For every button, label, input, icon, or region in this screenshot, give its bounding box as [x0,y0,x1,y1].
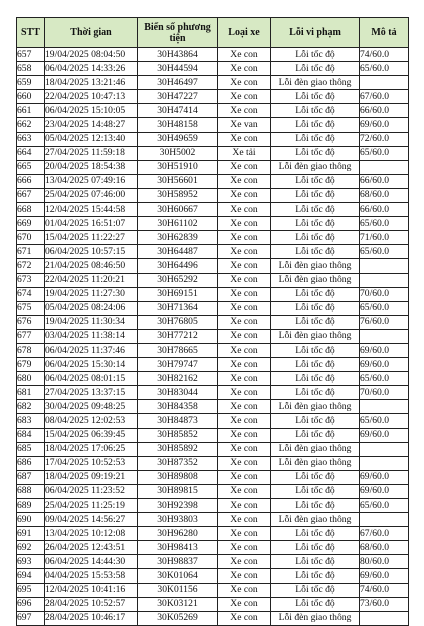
cell-violation: Lỗi tốc độ [271,62,360,76]
table-row [17,273,409,287]
cell-stt: 675 [17,301,45,315]
table-row [17,76,409,90]
cell-stt: 659 [17,76,45,90]
cell-description: 70/60.0 [360,287,409,301]
cell-description: 68/60.0 [360,188,409,202]
cell-plate: 30H96280 [138,527,218,541]
cell-stt: 680 [17,372,45,386]
cell-violation: Lỗi đèn giao thông [271,76,360,90]
cell-plate: 30K01064 [138,569,218,583]
cell-description: 65/60.0 [360,372,409,386]
cell-vehicle-type: Xe con [218,513,271,527]
cell-violation: Lỗi tốc độ [271,315,360,329]
cell-vehicle-type: Xe con [218,386,271,400]
cell-vehicle-type: Xe con [218,442,271,456]
cell-description: 65/60.0 [360,301,409,315]
cell-violation: Lỗi tốc độ [271,527,360,541]
cell-plate: 30H93803 [138,513,218,527]
cell-violation: Lỗi tốc độ [271,188,360,202]
cell-time: 06/04/2025 10:57:15 [45,245,138,259]
cell-violation: Lỗi đèn giao thông [271,160,360,174]
cell-stt: 676 [17,315,45,329]
cell-time: 28/04/2025 10:46:17 [45,611,138,625]
violations-table [16,17,409,626]
table-row [17,456,409,470]
cell-description: 67/60.0 [360,527,409,541]
table-row [17,160,409,174]
cell-time: 09/04/2025 14:56:27 [45,513,138,527]
header-stt: STT [17,18,45,48]
table-row [17,386,409,400]
cell-description: 69/60.0 [360,470,409,484]
table-row [17,611,409,625]
cell-time: 06/04/2025 15:10:05 [45,104,138,118]
cell-stt: 693 [17,555,45,569]
cell-vehicle-type: Xe con [218,273,271,287]
cell-stt: 673 [17,273,45,287]
cell-vehicle-type: Xe con [218,62,271,76]
table-row [17,414,409,428]
cell-violation: Lỗi tốc độ [271,484,360,498]
cell-stt: 679 [17,358,45,372]
table-row [17,62,409,76]
table-row [17,188,409,202]
cell-violation: Lỗi đèn giao thông [271,456,360,470]
cell-stt: 664 [17,146,45,160]
cell-stt: 669 [17,217,45,231]
cell-stt: 686 [17,456,45,470]
cell-violation: Lỗi tốc độ [271,372,360,386]
cell-vehicle-type: Xe tải [218,146,271,160]
cell-time: 01/04/2025 16:51:07 [45,217,138,231]
cell-vehicle-type: Xe con [218,499,271,513]
cell-stt: 682 [17,400,45,414]
table-row [17,329,409,343]
cell-description: 72/60.0 [360,132,409,146]
cell-plate: 30K01156 [138,583,218,597]
cell-violation: Lỗi tốc độ [271,132,360,146]
cell-stt: 663 [17,132,45,146]
cell-time: 04/04/2025 15:53:58 [45,569,138,583]
cell-plate: 30H62839 [138,231,218,245]
cell-plate: 30H47227 [138,90,218,104]
cell-description: 74/60.0 [360,583,409,597]
cell-time: 03/04/2025 11:38:14 [45,329,138,343]
cell-violation: Lỗi đèn giao thông [271,611,360,625]
cell-vehicle-type: Xe con [218,259,271,273]
cell-time: 06/04/2025 11:23:52 [45,484,138,498]
cell-description [360,76,409,90]
cell-stt: 690 [17,513,45,527]
cell-stt: 692 [17,541,45,555]
cell-plate: 30H89808 [138,470,218,484]
cell-vehicle-type: Xe con [218,569,271,583]
cell-vehicle-type: Xe con [218,358,271,372]
table-row [17,555,409,569]
cell-time: 08/04/2025 12:02:53 [45,414,138,428]
cell-description: 69/60.0 [360,569,409,583]
cell-time: 18/04/2025 09:19:21 [45,470,138,484]
cell-vehicle-type: Xe con [218,372,271,386]
table-row [17,259,409,273]
cell-vehicle-type: Xe con [218,414,271,428]
cell-plate: 30H85892 [138,442,218,456]
cell-vehicle-type: Xe con [218,343,271,357]
cell-time: 06/04/2025 15:30:14 [45,358,138,372]
cell-violation: Lỗi tốc độ [271,569,360,583]
cell-plate: 30H87352 [138,456,218,470]
cell-stt: 665 [17,160,45,174]
cell-plate: 30H60667 [138,203,218,217]
cell-plate: 30H69151 [138,287,218,301]
cell-violation: Lỗi tốc độ [271,217,360,231]
cell-plate: 30H56601 [138,174,218,188]
cell-plate: 30H76805 [138,315,218,329]
cell-violation: Lỗi tốc độ [271,104,360,118]
cell-description: 69/60.0 [360,428,409,442]
cell-stt: 697 [17,611,45,625]
cell-plate: 30H61102 [138,217,218,231]
cell-violation: Lỗi tốc độ [271,118,360,132]
cell-description: 68/60.0 [360,541,409,555]
cell-plate: 30H44594 [138,62,218,76]
cell-violation: Lỗi đèn giao thông [271,259,360,273]
table-row [17,499,409,513]
cell-stt: 695 [17,583,45,597]
cell-vehicle-type: Xe con [218,597,271,611]
cell-violation: Lỗi tốc độ [271,583,360,597]
cell-time: 17/04/2025 10:52:53 [45,456,138,470]
cell-time: 19/04/2025 11:30:34 [45,315,138,329]
cell-violation: Lỗi tốc độ [271,428,360,442]
cell-time: 18/04/2025 13:21:46 [45,76,138,90]
cell-time: 21/04/2025 08:46:50 [45,259,138,273]
cell-description: 66/60.0 [360,104,409,118]
cell-time: 22/04/2025 11:20:21 [45,273,138,287]
cell-vehicle-type: Xe con [218,315,271,329]
cell-description: 69/60.0 [360,358,409,372]
cell-stt: 658 [17,62,45,76]
table-body [17,48,409,626]
cell-vehicle-type: Xe con [218,484,271,498]
cell-description [360,273,409,287]
cell-stt: 674 [17,287,45,301]
cell-violation: Lỗi đèn giao thông [271,329,360,343]
cell-time: 12/04/2025 10:41:16 [45,583,138,597]
cell-time: 25/04/2025 07:46:00 [45,188,138,202]
cell-description: 69/60.0 [360,343,409,357]
cell-plate: 30H65292 [138,273,218,287]
header-plate: Biển số phương tiện [138,18,218,48]
cell-violation: Lỗi đèn giao thông [271,442,360,456]
header-time: Thời gian [45,18,138,48]
cell-description [360,513,409,527]
header-description: Mô tả [360,18,409,48]
cell-vehicle-type: Xe con [218,456,271,470]
cell-violation: Lỗi tốc độ [271,470,360,484]
cell-plate: 30H48158 [138,118,218,132]
cell-time: 13/04/2025 10:12:08 [45,527,138,541]
table-row [17,90,409,104]
table-row [17,104,409,118]
cell-time: 13/04/2025 07:49:16 [45,174,138,188]
cell-stt: 678 [17,343,45,357]
cell-plate: 30H79747 [138,358,218,372]
cell-description: 70/60.0 [360,386,409,400]
table-row [17,48,409,62]
cell-stt: 670 [17,231,45,245]
cell-time: 27/04/2025 11:59:18 [45,146,138,160]
cell-stt: 689 [17,499,45,513]
cell-violation: Lỗi tốc độ [271,358,360,372]
cell-stt: 661 [17,104,45,118]
table-row [17,315,409,329]
cell-vehicle-type: Xe con [218,231,271,245]
cell-time: 19/04/2025 11:27:30 [45,287,138,301]
cell-stt: 662 [17,118,45,132]
cell-vehicle-type: Xe con [218,48,271,62]
cell-time: 22/04/2025 10:47:13 [45,90,138,104]
cell-stt: 684 [17,428,45,442]
cell-description: 71/60.0 [360,231,409,245]
cell-description: 76/60.0 [360,315,409,329]
table-row [17,245,409,259]
cell-stt: 687 [17,470,45,484]
cell-violation: Lỗi tốc độ [271,90,360,104]
cell-description [360,456,409,470]
table-row [17,358,409,372]
cell-violation: Lỗi tốc độ [271,386,360,400]
cell-time: 15/04/2025 11:22:27 [45,231,138,245]
cell-violation: Lỗi tốc độ [271,48,360,62]
cell-plate: 30H51910 [138,160,218,174]
cell-description: 80/60.0 [360,555,409,569]
cell-description: 65/60.0 [360,217,409,231]
table-row [17,146,409,160]
cell-plate: 30H84873 [138,414,218,428]
cell-stt: 668 [17,203,45,217]
cell-violation: Lỗi tốc độ [271,414,360,428]
cell-stt: 694 [17,569,45,583]
table-row [17,484,409,498]
cell-vehicle-type: Xe con [218,400,271,414]
cell-time: 19/04/2025 08:04:50 [45,48,138,62]
cell-violation: Lỗi tốc độ [271,343,360,357]
cell-stt: 666 [17,174,45,188]
cell-violation: Lỗi tốc độ [271,499,360,513]
cell-stt: 688 [17,484,45,498]
table-row [17,203,409,217]
cell-description [360,611,409,625]
cell-time: 06/04/2025 14:44:30 [45,555,138,569]
table-row [17,442,409,456]
table-row [17,400,409,414]
cell-time: 12/04/2025 15:44:58 [45,203,138,217]
header-row [17,18,409,48]
cell-description [360,442,409,456]
table-row [17,428,409,442]
table-row [17,541,409,555]
cell-plate: 30H43864 [138,48,218,62]
cell-plate: 30H58952 [138,188,218,202]
cell-stt: 667 [17,188,45,202]
cell-violation: Lỗi đèn giao thông [271,400,360,414]
cell-violation: Lỗi tốc độ [271,287,360,301]
table-row [17,217,409,231]
cell-time: 15/04/2025 06:39:45 [45,428,138,442]
cell-description: 65/60.0 [360,499,409,513]
cell-vehicle-type: Xe con [218,287,271,301]
table-row [17,470,409,484]
cell-vehicle-type: Xe con [218,470,271,484]
table-row [17,583,409,597]
cell-vehicle-type: Xe con [218,174,271,188]
cell-stt: 685 [17,442,45,456]
cell-vehicle-type: Xe con [218,555,271,569]
cell-description [360,259,409,273]
cell-description: 65/60.0 [360,245,409,259]
cell-vehicle-type: Xe con [218,541,271,555]
table-header [17,18,409,48]
cell-time: 27/04/2025 13:37:15 [45,386,138,400]
cell-description [360,329,409,343]
cell-vehicle-type: Xe con [218,301,271,315]
cell-time: 05/04/2025 08:24:06 [45,301,138,315]
cell-description: 65/60.0 [360,146,409,160]
cell-time: 26/04/2025 12:43:51 [45,541,138,555]
cell-description: 66/60.0 [360,203,409,217]
table-row [17,527,409,541]
cell-vehicle-type: Xe con [218,203,271,217]
cell-description: 66/60.0 [360,174,409,188]
cell-description [360,400,409,414]
cell-stt: 660 [17,90,45,104]
cell-time: 06/04/2025 11:37:46 [45,343,138,357]
cell-description: 74/60.0 [360,48,409,62]
cell-stt: 672 [17,259,45,273]
cell-stt: 696 [17,597,45,611]
table-row [17,597,409,611]
cell-vehicle-type: Xe con [218,329,271,343]
cell-time: 20/04/2025 18:54:38 [45,160,138,174]
cell-vehicle-type: Xe con [218,611,271,625]
cell-plate: 30H83044 [138,386,218,400]
cell-plate: 30H49659 [138,132,218,146]
cell-violation: Lỗi tốc độ [271,146,360,160]
cell-description: 65/60.0 [360,62,409,76]
cell-plate: 30H98837 [138,555,218,569]
cell-vehicle-type: Xe con [218,76,271,90]
cell-violation: Lỗi tốc độ [271,597,360,611]
cell-vehicle-type: Xe van [218,118,271,132]
table-row [17,287,409,301]
cell-time: 23/04/2025 14:48:27 [45,118,138,132]
table-row [17,118,409,132]
cell-vehicle-type: Xe con [218,428,271,442]
cell-vehicle-type: Xe con [218,132,271,146]
table-row [17,231,409,245]
cell-vehicle-type: Xe con [218,90,271,104]
cell-description: 73/60.0 [360,597,409,611]
cell-plate: 30K03121 [138,597,218,611]
cell-time: 25/04/2025 11:25:19 [45,499,138,513]
cell-description: 69/60.0 [360,484,409,498]
cell-plate: 30H5002 [138,146,218,160]
cell-stt: 671 [17,245,45,259]
cell-plate: 30H77212 [138,329,218,343]
table-row [17,372,409,386]
cell-violation: Lỗi tốc độ [271,555,360,569]
cell-time: 28/04/2025 10:52:57 [45,597,138,611]
header-violation: Lỗi vi phạm [271,18,360,48]
cell-violation: Lỗi tốc độ [271,301,360,315]
cell-vehicle-type: Xe con [218,217,271,231]
cell-plate: 30H98413 [138,541,218,555]
cell-plate: 30H82162 [138,372,218,386]
cell-vehicle-type: Xe con [218,188,271,202]
table-row [17,174,409,188]
cell-time: 05/04/2025 12:13:40 [45,132,138,146]
cell-plate: 30H46497 [138,76,218,90]
cell-plate: 30H78665 [138,343,218,357]
cell-stt: 681 [17,386,45,400]
cell-plate: 30H71364 [138,301,218,315]
table-row [17,343,409,357]
cell-violation: Lỗi tốc độ [271,174,360,188]
cell-stt: 683 [17,414,45,428]
cell-stt: 691 [17,527,45,541]
cell-violation: Lỗi tốc độ [271,245,360,259]
header-vehicle-type: Loại xe [218,18,271,48]
cell-vehicle-type: Xe con [218,527,271,541]
cell-stt: 677 [17,329,45,343]
cell-vehicle-type: Xe con [218,245,271,259]
cell-description [360,160,409,174]
cell-violation: Lỗi tốc độ [271,203,360,217]
cell-plate: 30H85852 [138,428,218,442]
table-row [17,132,409,146]
table-row [17,569,409,583]
cell-time: 18/04/2025 17:06:25 [45,442,138,456]
cell-stt: 657 [17,48,45,62]
cell-plate: 30H89815 [138,484,218,498]
cell-vehicle-type: Xe con [218,583,271,597]
table-row [17,513,409,527]
cell-violation: Lỗi tốc độ [271,231,360,245]
cell-violation: Lỗi đèn giao thông [271,273,360,287]
table-row [17,301,409,315]
cell-vehicle-type: Xe con [218,160,271,174]
cell-description: 67/60.0 [360,90,409,104]
cell-time: 06/04/2025 08:01:15 [45,372,138,386]
cell-plate: 30K05269 [138,611,218,625]
cell-time: 06/04/2025 14:33:26 [45,62,138,76]
cell-violation: Lỗi tốc độ [271,541,360,555]
cell-plate: 30H64496 [138,259,218,273]
cell-description: 69/60.0 [360,118,409,132]
cell-plate: 30H92398 [138,499,218,513]
cell-description: 65/60.0 [360,414,409,428]
cell-violation: Lỗi đèn giao thông [271,513,360,527]
cell-plate: 30H47414 [138,104,218,118]
cell-plate: 30H64487 [138,245,218,259]
cell-time: 30/04/2025 09:48:25 [45,400,138,414]
cell-vehicle-type: Xe con [218,104,271,118]
cell-plate: 30H84358 [138,400,218,414]
